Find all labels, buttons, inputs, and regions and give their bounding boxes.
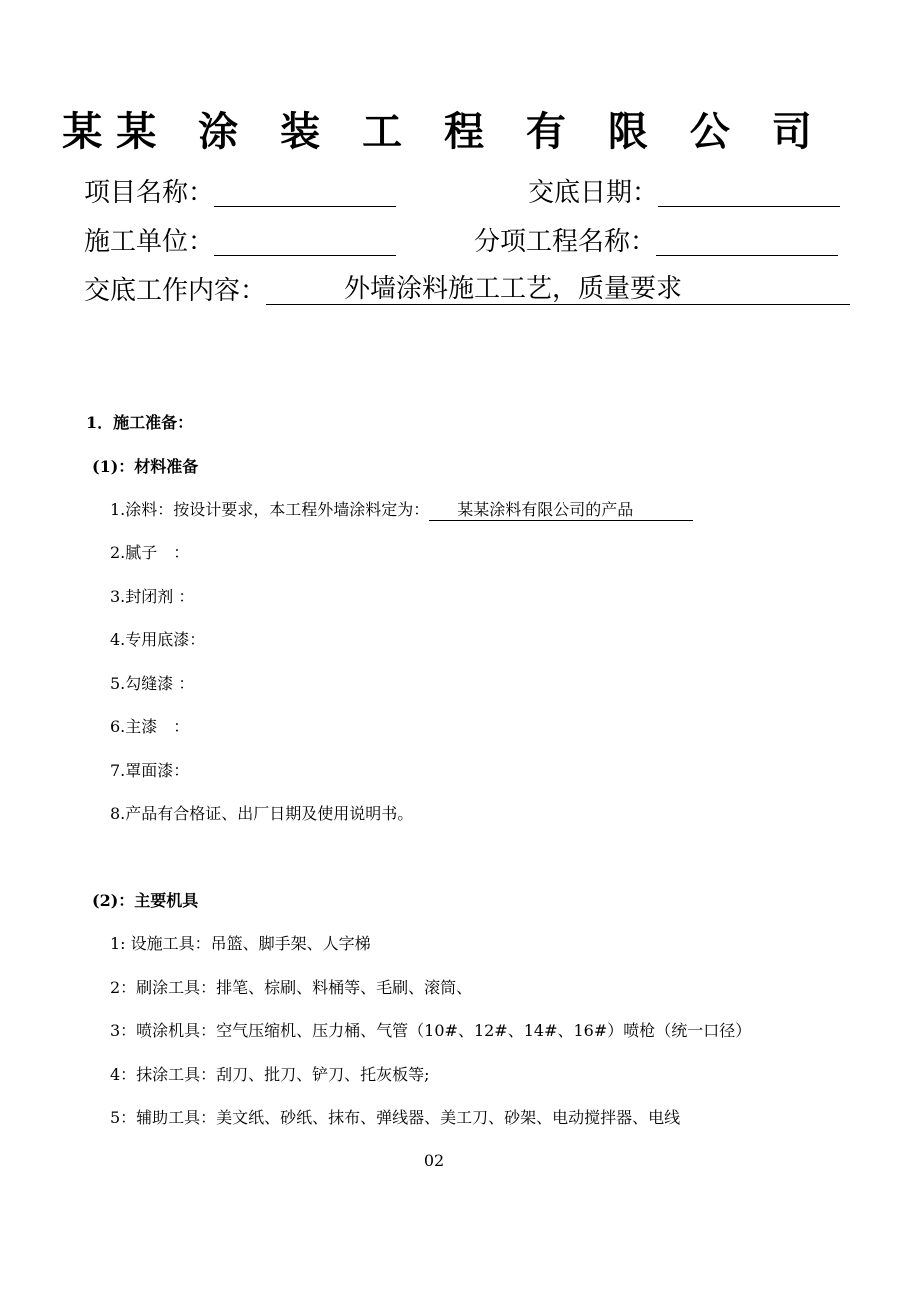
handover-content-field [84,274,850,308]
project-name-blank [214,178,396,207]
construction-unit-field [84,225,396,259]
subsection-heading-materials: (1)：材料准备 [92,457,199,476]
subsection-heading-tools: (2)：主要机具 [92,891,199,910]
list-item: 4：抹涂工具：刮刀、批刀、铲刀、托灰板等; [110,1065,430,1084]
section-heading-preparation: 1．施工准备： [86,413,194,432]
list-item: 6.主漆 ： [110,717,190,736]
paint-supplier-value: 某某涂料有限公司的产品 [429,500,693,521]
sub-project-blank [656,227,838,256]
list-item: 3：喷涂机具：空气压缩机、压力桶、气管（10#、12#、14#、16#）喷枪（统一口径） [110,1021,752,1040]
material-item-paint: 1.涂料：按设计要求，本工程外墙涂料定为： [110,500,430,519]
handover-date-label: 交底日期： [528,178,659,208]
handover-date-field [528,176,840,210]
list-item: 4.专用底漆： [110,630,206,649]
list-item: 5.勾缝漆 ： [110,674,195,693]
page-number: 02 [423,1151,445,1170]
construction-unit-blank [214,227,396,256]
list-item: 8.产品有合格证、出厂日期及使用说明书。 [110,804,414,823]
handover-content-value: 外墙涂料施工工艺，质量要求 [266,274,850,305]
sub-project-field [474,225,838,259]
list-item: 2：刷涂工具：排笔、棕刷、料桶等、毛刷、滚筒、 [110,978,473,997]
construction-unit-label: 施工单位： [84,227,215,257]
project-name-field [84,176,396,210]
project-name-label: 项目名称： [84,178,215,208]
list-item: 1: 设施工具：吊篮、脚手架、人字梯 [110,934,371,953]
handover-content-label: 交底工作内容： [84,276,267,306]
list-item: 7.罩面漆： [110,761,190,780]
handover-date-blank [658,178,840,207]
company-title: 某某 涂 装 工 程 有 限 公 司 [62,109,826,155]
list-item [110,499,693,521]
list-item: 2.腻子 ： [110,543,190,562]
list-item: 3.封闭剂 ： [110,587,195,606]
list-item: 5：辅助工具：美文纸、砂纸、抹布、弹线器、美工刀、砂架、电动搅拌器、电线 [110,1108,681,1127]
sub-project-label: 分项工程名称： [474,227,657,257]
